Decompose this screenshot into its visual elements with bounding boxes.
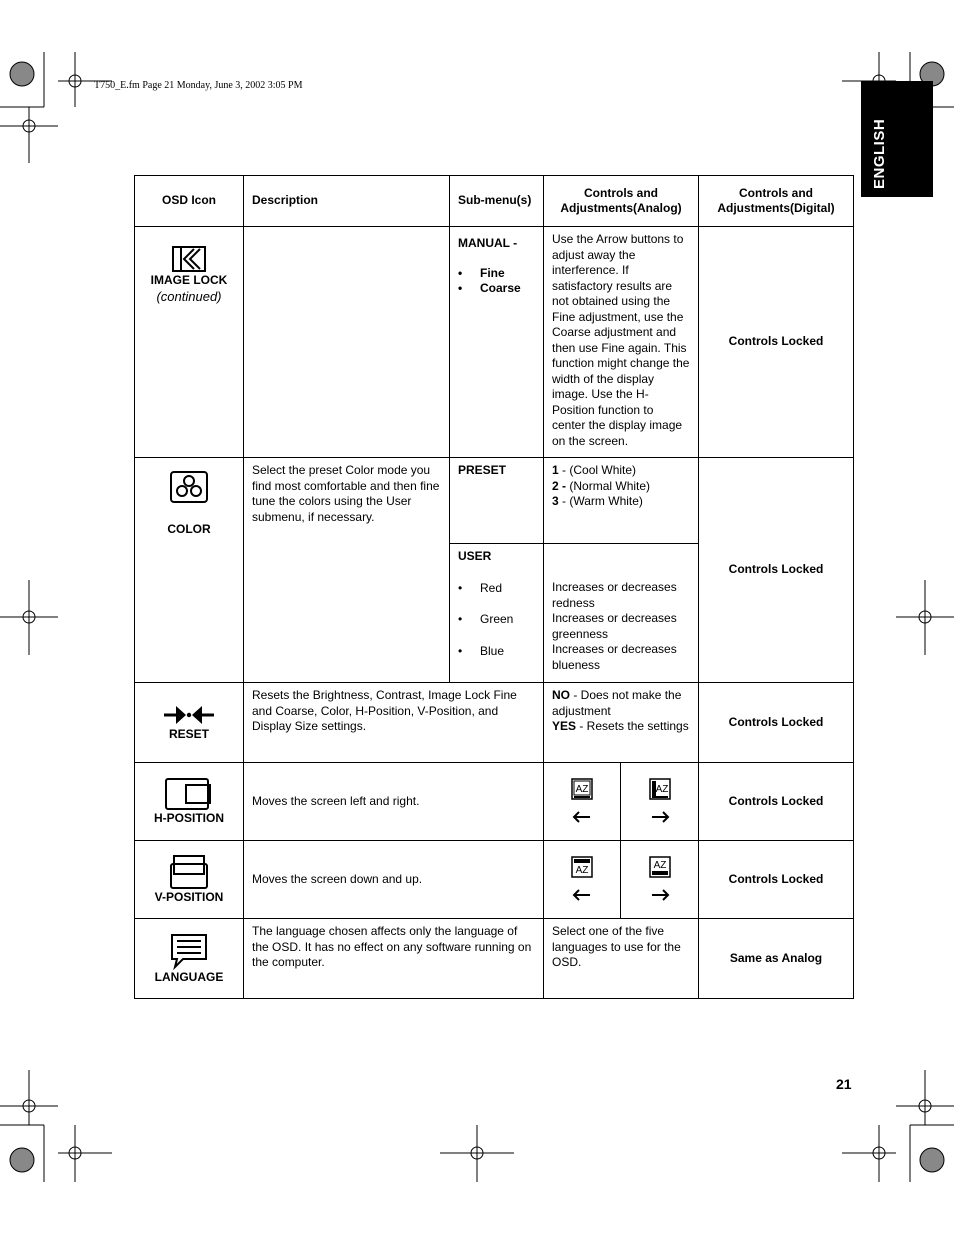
reset-label: RESET xyxy=(168,726,209,741)
language-description: The language chosen affects only the language of the OSD. It has no effect on any software running on the computer. xyxy=(244,919,544,999)
table-row-color-preset xyxy=(135,458,854,544)
color-user-title: USER xyxy=(458,549,492,563)
v-position-up-control xyxy=(621,841,699,919)
language-speech-icon xyxy=(169,932,209,970)
image-lock-icon xyxy=(172,245,206,273)
h-position-right-control xyxy=(621,763,699,841)
h-position-icon xyxy=(164,777,214,811)
image-lock-icon-cell xyxy=(135,227,244,458)
az-monitor-icon xyxy=(570,777,594,827)
list-item: • Fine xyxy=(458,266,535,282)
list-item: • Coarse xyxy=(458,281,535,297)
color-preset-title: PRESET xyxy=(458,463,507,477)
language-icon-cell xyxy=(135,919,244,999)
reset-description: Resets the Brightness, Contrast, Image Lock Fine and Coarse, Color, H-Position, V-Position, and Display Size settings. xyxy=(244,683,544,763)
color-digital: Controls Locked xyxy=(699,458,854,683)
color-user-list xyxy=(458,581,535,660)
svg-text:AZ: AZ xyxy=(575,864,589,876)
col-header-digital: Controls and Adjustments(Digital) xyxy=(699,176,854,227)
image-lock-analog: Use the Arrow buttons to adjust away the interference. If satisfactory results are not obtained using the Fine adjustment, use the Coarse adjustment and then use Fine again. This function might change the width of the display image. Use the H-Position function to center the display image on the screen. xyxy=(544,227,699,458)
reset-arrows-icon xyxy=(162,703,216,727)
reset-digital: Controls Locked xyxy=(699,683,854,763)
color-circles-icon xyxy=(169,470,209,504)
list-item: Increases or decreases greenness xyxy=(552,611,677,641)
az-monitor-icon xyxy=(648,855,672,905)
az-monitor-icon xyxy=(648,777,672,827)
color-description: Select the preset Color mode you find most comfortable and then fine tune the colors using the User submenu, if necessary. xyxy=(244,458,450,683)
h-position-description: Moves the screen left and right. xyxy=(244,763,544,841)
language-label: LANGUAGE xyxy=(154,969,224,984)
image-lock-submenu-title: MANUAL - xyxy=(458,236,518,250)
svg-text:AZ: AZ xyxy=(575,783,589,795)
language-digital: Same as Analog xyxy=(699,919,854,999)
color-label: COLOR xyxy=(167,522,211,536)
col-header-submenu: Sub-menu(s) xyxy=(450,176,544,227)
image-lock-label: IMAGE LOCK xyxy=(150,273,228,287)
reset-options xyxy=(544,683,699,763)
v-position-down-control xyxy=(544,841,621,919)
svg-text:AZ: AZ xyxy=(653,859,666,871)
col-header-description: Description xyxy=(244,176,450,227)
v-position-icon-cell xyxy=(135,841,244,919)
table-row-h-position xyxy=(135,763,854,841)
color-preset-submenu xyxy=(450,458,544,544)
language-tab xyxy=(861,81,933,197)
col-header-icon: OSD Icon xyxy=(135,176,244,227)
image-lock-digital: Controls Locked xyxy=(699,227,854,458)
image-lock-submenu xyxy=(450,227,544,458)
list-item: Increases or decreases blueness xyxy=(552,642,677,672)
table-header-row xyxy=(135,176,854,227)
list-item: • Blue xyxy=(458,644,535,660)
svg-text:AZ: AZ xyxy=(655,783,668,795)
v-position-label: V-POSITION xyxy=(154,889,224,904)
list-item: • Green xyxy=(458,612,535,628)
list-item: 2 - (Normal White) xyxy=(552,478,651,493)
list-item: Increases or decreases redness xyxy=(552,580,677,610)
color-user-submenu xyxy=(450,544,544,683)
list-item: NO - Does not make the adjustment xyxy=(552,688,682,718)
osd-controls-table xyxy=(134,175,854,999)
list-item: 3 - (Warm White) xyxy=(552,494,643,508)
image-lock-submenu-list xyxy=(458,266,535,297)
h-position-label: H-POSITION xyxy=(153,810,224,825)
color-user-effects xyxy=(544,544,699,683)
v-position-digital: Controls Locked xyxy=(699,841,854,919)
page-number: 21 xyxy=(836,1076,852,1092)
language-analog: Select one of the five languages to use for the OSD. xyxy=(544,919,699,999)
az-monitor-icon xyxy=(570,855,594,905)
language-tab-label: ENGLISH xyxy=(871,118,888,189)
table-row-image-lock xyxy=(135,227,854,458)
list-item: YES - Resets the settings xyxy=(552,719,689,733)
table-row-v-position xyxy=(135,841,854,919)
image-lock-continued: (continued) xyxy=(156,288,222,304)
image-lock-description xyxy=(244,227,450,458)
table-row-reset xyxy=(135,683,854,763)
h-position-icon-cell xyxy=(135,763,244,841)
h-position-digital: Controls Locked xyxy=(699,763,854,841)
table-row-language xyxy=(135,919,854,999)
v-position-description: Moves the screen down and up. xyxy=(244,841,544,919)
reset-icon-cell xyxy=(135,683,244,763)
list-item: 1 - (Cool White) xyxy=(552,463,637,477)
h-position-left-control xyxy=(544,763,621,841)
col-header-analog: Controls and Adjustments(Analog) xyxy=(544,176,699,227)
color-preset-options xyxy=(544,458,699,544)
color-icon-cell xyxy=(135,458,244,683)
v-position-icon xyxy=(168,854,210,890)
file-header-line: T750_E.fm Page 21 Monday, June 3, 2002 3:05 PM xyxy=(94,80,303,91)
list-item: • Red xyxy=(458,581,535,597)
